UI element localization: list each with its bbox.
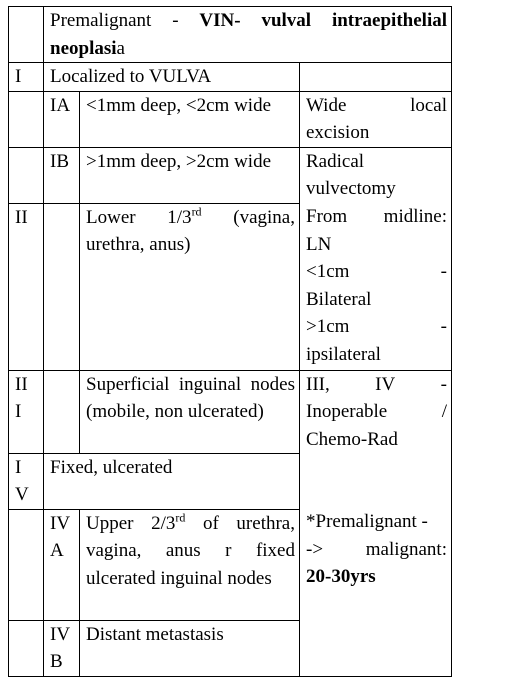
- note-line: [306, 371, 447, 399]
- superscript: rd: [175, 510, 186, 525]
- stage-label: I: [9, 63, 44, 92]
- note-word: /: [441, 401, 447, 422]
- table-title-cell: [44, 7, 452, 63]
- stage-description: Superficial inguinal nodes (mobile, non ulcerated): [80, 370, 300, 453]
- substage-label: IA: [44, 91, 80, 147]
- note-line: 20-30yrs: [306, 566, 376, 587]
- title-lead: Premalignant -: [50, 10, 200, 31]
- stage-description: Distant metastasis: [80, 620, 300, 676]
- stage-label: II: [9, 203, 44, 370]
- ln-line: ipsilateral: [306, 343, 381, 365]
- substage-label-line: IV: [50, 623, 71, 645]
- note-word: ->: [306, 538, 324, 560]
- substage-empty-cell: [44, 203, 80, 370]
- ln-line: From midline:: [306, 206, 447, 227]
- ln-dash: -: [440, 316, 447, 337]
- table-row-stage-ii: [9, 203, 452, 370]
- ln-line: LN: [306, 233, 332, 255]
- stage-empty-cell: [9, 91, 44, 147]
- stage-description: [80, 203, 300, 370]
- table-row-stage-iii: [9, 370, 452, 453]
- stage-description: Localized to VULVA: [44, 63, 300, 92]
- lymph-node-cell: [300, 203, 452, 370]
- substage-label: [44, 509, 80, 620]
- note-line: [306, 398, 447, 426]
- staging-document: [8, 6, 452, 677]
- stage-label-line: V: [15, 484, 29, 505]
- substage-label-line: A: [50, 540, 64, 561]
- stage-description: >1mm deep, >2cm wide: [80, 147, 300, 203]
- stage-description: [80, 509, 300, 620]
- substage-label-line: B: [50, 651, 63, 672]
- note-word: malignant:: [365, 538, 447, 560]
- ln-size: >1cm: [306, 316, 350, 337]
- ln-line: [306, 258, 447, 286]
- notes-cell: [300, 370, 452, 676]
- table-row-stage-ia: [9, 91, 452, 147]
- title-tail: a: [116, 37, 125, 59]
- treatment-line: vulvectomy: [306, 178, 396, 199]
- ln-dash: -: [440, 261, 447, 282]
- stage-description: Fixed, ulcerated: [44, 453, 300, 509]
- substage-label: [44, 620, 80, 676]
- stage-description: <1mm deep, <2cm wide: [80, 91, 300, 147]
- note-word: Inoperable: [306, 401, 388, 422]
- note-word: IV: [375, 373, 396, 395]
- substage-label-line: IV: [50, 512, 71, 534]
- ln-line: [306, 313, 447, 341]
- stage-label-line: I: [15, 401, 22, 422]
- description-text: Lower 1/3: [86, 206, 192, 228]
- stage-label: [9, 370, 44, 453]
- ln-size: <1cm: [306, 261, 350, 282]
- note-word: III,: [306, 373, 330, 395]
- note-line: Chemo-Rad: [306, 428, 398, 450]
- treatment-cell: [300, 147, 452, 203]
- substage-empty-cell: [44, 370, 80, 453]
- table-row-stage-ib: [9, 147, 452, 203]
- treatment-cell: Wide local excision: [300, 91, 452, 147]
- superscript: rd: [191, 204, 202, 219]
- note-line: *Premalignant -: [306, 511, 428, 532]
- vulval-cancer-staging-table: [8, 6, 452, 677]
- note-line: [306, 536, 447, 564]
- stage-label-line: II: [15, 373, 28, 395]
- header-empty-cell: [9, 7, 44, 63]
- treatment-empty-cell: [300, 63, 452, 92]
- substage-label: IB: [44, 147, 80, 203]
- table-row-stage-i: [9, 63, 452, 92]
- note-spacer: [306, 453, 447, 508]
- description-text: (vagina, urethra, anus): [86, 206, 295, 255]
- description-text: of urethra, vagina, anus r fixed ulcerated inguinal nodes: [86, 512, 295, 589]
- stage-empty-cell: [9, 147, 44, 203]
- description-text: Upper 2/3: [86, 512, 176, 534]
- stage-empty-cell: [9, 620, 44, 676]
- table-row-header: [9, 7, 452, 63]
- stage-empty-cell: [9, 509, 44, 620]
- note-word: -: [440, 373, 447, 395]
- title-bold: VIN- vulval intraepithelial neoplasi: [50, 10, 448, 59]
- ln-line: Bilateral: [306, 288, 372, 310]
- stage-label: [9, 453, 44, 509]
- treatment-line: Radical: [306, 150, 365, 172]
- stage-label-line: I: [15, 456, 22, 478]
